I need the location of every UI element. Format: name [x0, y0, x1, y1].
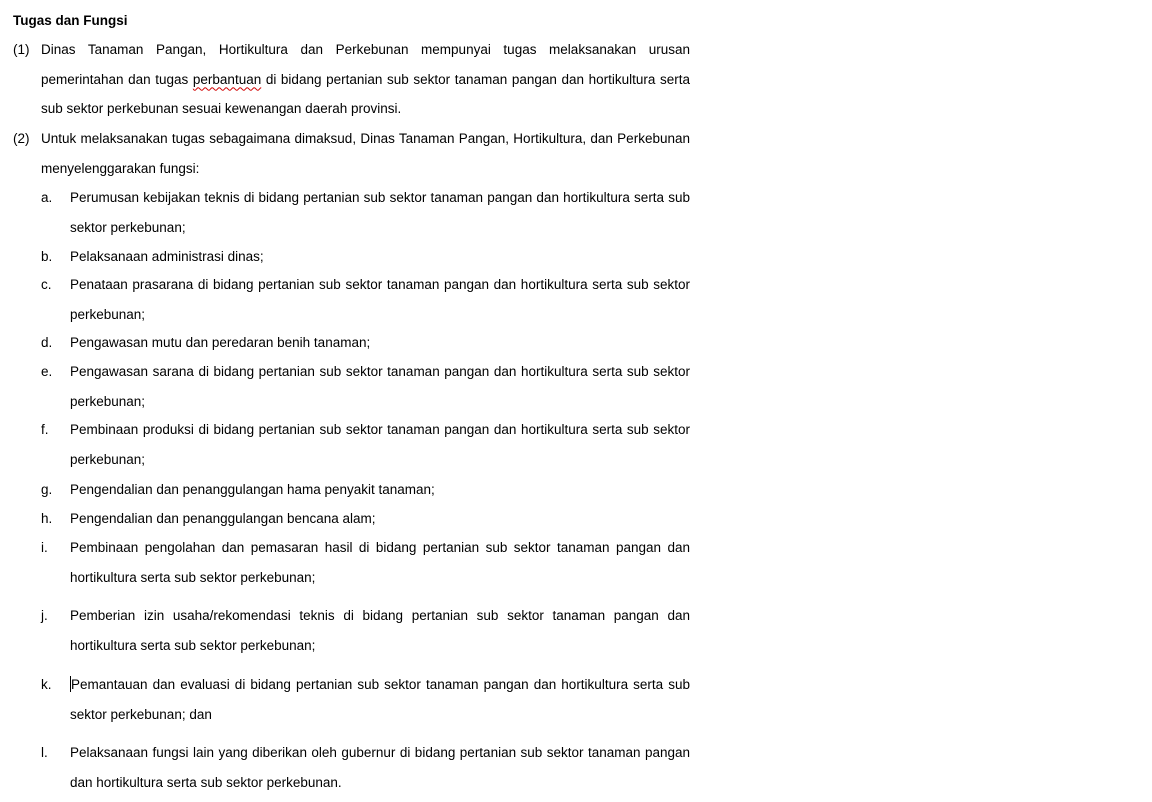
list-item-letter: b. [41, 249, 53, 264]
list-item-text: Pengawasan mutu dan peredaran benih tanaman; [70, 335, 371, 350]
paragraph-text [41, 35, 690, 124]
list-item-text-content: Pemantauan dan evaluasi di bidang pertanian sub sektor tanaman pangan dan hortikultura serta sub sektor perkebunan; dan [70, 677, 690, 722]
list-item [41, 533, 690, 592]
list-item-letter: f. [41, 422, 49, 437]
list-item-text: Pemberian izin usaha/rekomendasi teknis di bidang pertanian sub sektor tanaman pangan dan hortikultura serta sub sektor perkebunan; [70, 608, 690, 653]
list-item [41, 415, 690, 474]
paragraph-1 [13, 35, 690, 124]
list-item-text: Pelaksanaan administrasi dinas; [70, 249, 264, 264]
paragraph-text: Untuk melaksanakan tugas sebagaimana dimaksud, Dinas Tanaman Pangan, Hortikultura, dan Perkebunan menyelenggarakan fungsi: [41, 131, 690, 176]
list-item-letter: e. [41, 364, 53, 379]
list-item-letter: l. [41, 745, 48, 760]
list-item-text: Pelaksanaan fungsi lain yang diberikan oleh gubernur di bidang pertanian sub sektor tanaman pangan dan hortikultura serta sub sektor perkebunan. [70, 745, 690, 790]
paragraph-2 [13, 124, 690, 183]
list-item [41, 183, 690, 242]
section-title: Tugas dan Fungsi [13, 13, 128, 28]
list-item-letter: h. [41, 511, 53, 526]
list-item [41, 270, 690, 329]
list-item-letter: i. [41, 540, 48, 555]
spellcheck-flagged-word[interactable]: perbantuan [192, 71, 262, 87]
list-item-text: Pengawasan sarana di bidang pertanian sub sektor tanaman pangan dan hortikultura serta sub sektor perkebunan; [70, 364, 690, 409]
list-item [41, 601, 690, 660]
paragraph-number: (2) [13, 131, 30, 146]
list-item-letter: c. [41, 277, 52, 292]
list-item-letter: a. [41, 190, 53, 205]
list-item [41, 242, 690, 272]
list-item-text: Pengendalian dan penanggulangan hama penyakit tanaman; [70, 482, 435, 497]
list-item-letter: k. [41, 677, 52, 692]
list-item [41, 475, 690, 505]
list-item [41, 670, 690, 729]
paragraph-number: (1) [13, 42, 30, 57]
list-item [41, 738, 690, 797]
list-item [41, 357, 690, 416]
list-item-text [70, 670, 690, 729]
paragraph-text-part: di bidang pertanian sub sektor tanaman pangan dan hortikultura serta sub sektor perkebunan sesuai kewenangan daerah provinsi. [41, 71, 690, 116]
list-item-text: Pembinaan pengolahan dan pemasaran hasil di bidang pertanian sub sektor tanaman pangan dan hortikultura serta sub sektor perkebunan; [70, 540, 690, 585]
list-item-text: Pengendalian dan penanggulangan bencana alam; [70, 511, 376, 526]
list-item-text: Perumusan kebijakan teknis di bidang pertanian sub sektor tanaman pangan dan hortikultura serta sub sektor perkebunan; [70, 190, 690, 235]
list-item-letter: j. [41, 608, 48, 623]
list-item [41, 328, 690, 358]
list-item-text: Pembinaan produksi di bidang pertanian sub sektor tanaman pangan dan hortikultura serta sub sektor perkebunan; [70, 422, 690, 467]
list-item-text: Penataan prasarana di bidang pertanian sub sektor tanaman pangan dan hortikultura serta sub sektor perkebunan; [70, 277, 690, 322]
list-item-letter: d. [41, 335, 53, 350]
list-item [41, 504, 690, 534]
list-item-letter: g. [41, 482, 53, 497]
paragraph-text-part: Dinas Tanaman Pangan, Hortikultura dan Perkebunan mempunyai tugas melaksanakan urusan pemerintahan dan tugas [41, 42, 690, 87]
